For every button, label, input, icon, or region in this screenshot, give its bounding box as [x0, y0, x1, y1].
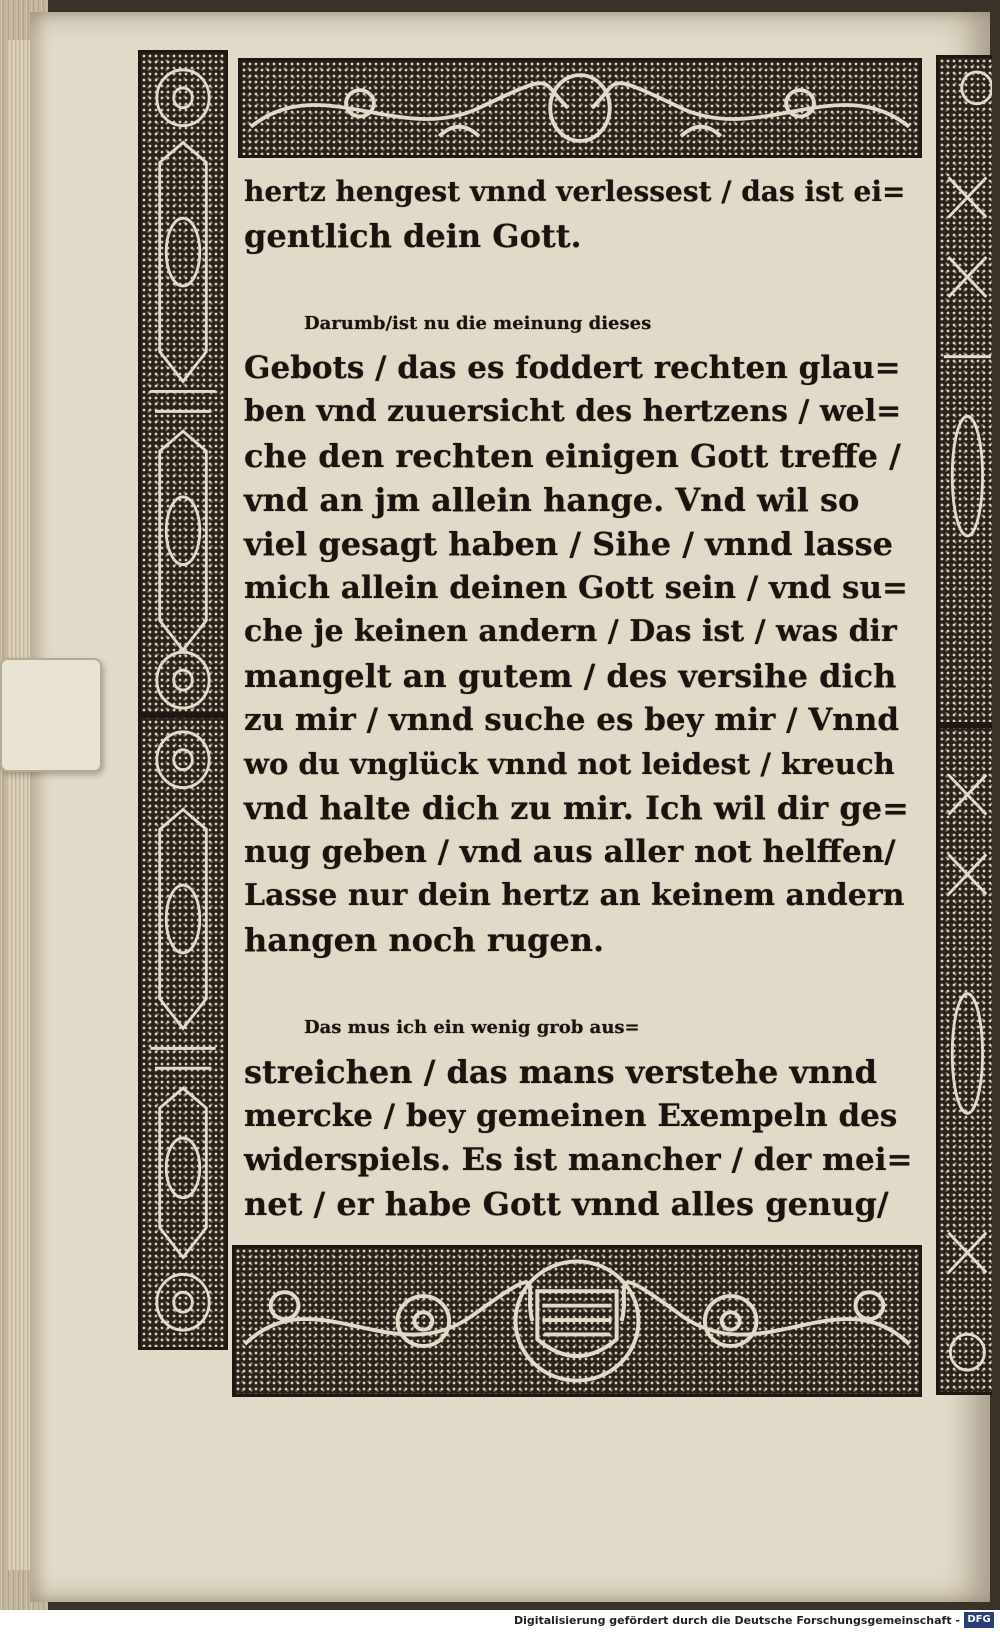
text-line-20: Das mus ich ein wenig grob aus= — [304, 1017, 640, 1038]
bottom-border-coat-of-arms-icon — [235, 1248, 919, 1394]
text-block — [244, 170, 916, 1230]
bottom-woodcut-border — [232, 1245, 922, 1397]
text-line-2: gentlich dein Gott. — [244, 217, 582, 255]
text-line-21: streichen / das mans verstehe vnnd — [244, 1053, 878, 1091]
text-line-8: vnd an jm allein hange. Vnd wil so — [244, 481, 860, 519]
text-line-12: mangelt an gutem / des versihe dich — [244, 657, 897, 695]
text-line-4: Darumb/ist nu die meinung dieses — [304, 313, 652, 334]
text-line-9: viel gesagt haben / Sihe / vnnd lasse — [244, 525, 893, 563]
dfg-logo: DFG — [964, 1612, 994, 1628]
text-line-11: che je keinen andern / Das ist / was dir — [244, 614, 897, 649]
left-border-ornament-icon — [141, 53, 225, 1347]
text-line-22: mercke / bey gemeinen Exempeln des — [244, 1098, 898, 1134]
text-line-16: nug geben / vnd aus aller not helffen/ — [244, 834, 896, 870]
right-woodcut-border — [936, 55, 992, 1395]
page-edges — [8, 40, 30, 1570]
text-line-17: Lasse nur dein hertz an keinem andern — [244, 878, 905, 913]
text-line-13: zu mir / vnnd suche es bey mir / Vnnd — [244, 702, 900, 738]
text-line-15: vnd halte dich zu mir. Ich wil dir ge= — [244, 789, 909, 827]
text-line-23: widerspiels. Es ist mancher / der mei= — [244, 1142, 913, 1178]
text-line-24: net / er habe Gott vnnd alles genug/ — [244, 1185, 889, 1223]
top-border-vine-icon — [241, 61, 919, 155]
text-line-7: che den rechten einigen Gott treffe / — [244, 437, 901, 475]
top-woodcut-border — [238, 58, 922, 158]
text-line-18: hangen noch rugen. — [244, 921, 605, 959]
page-tab-clip — [0, 658, 102, 772]
right-border-lattice-icon — [939, 58, 992, 1392]
text-line-10: mich allein deinen Gott sein / vnd su= — [244, 570, 908, 606]
footer-credit: Digitalisierung gefördert durch die Deutsche Forschungsgemeinschaft - — [513, 1614, 960, 1627]
left-woodcut-border — [138, 50, 228, 1350]
text-line-6: ben vnd zuuersicht des hertzens / wel= — [244, 394, 902, 429]
text-line-5: Gebots / das es foddert rechten glau= — [244, 350, 901, 386]
text-line-1: hertz hengest vnnd verlessest / das ist ei= — [244, 175, 906, 208]
text-line-14: wo du vnglück vnnd not leidest / kreuch — [244, 747, 895, 781]
